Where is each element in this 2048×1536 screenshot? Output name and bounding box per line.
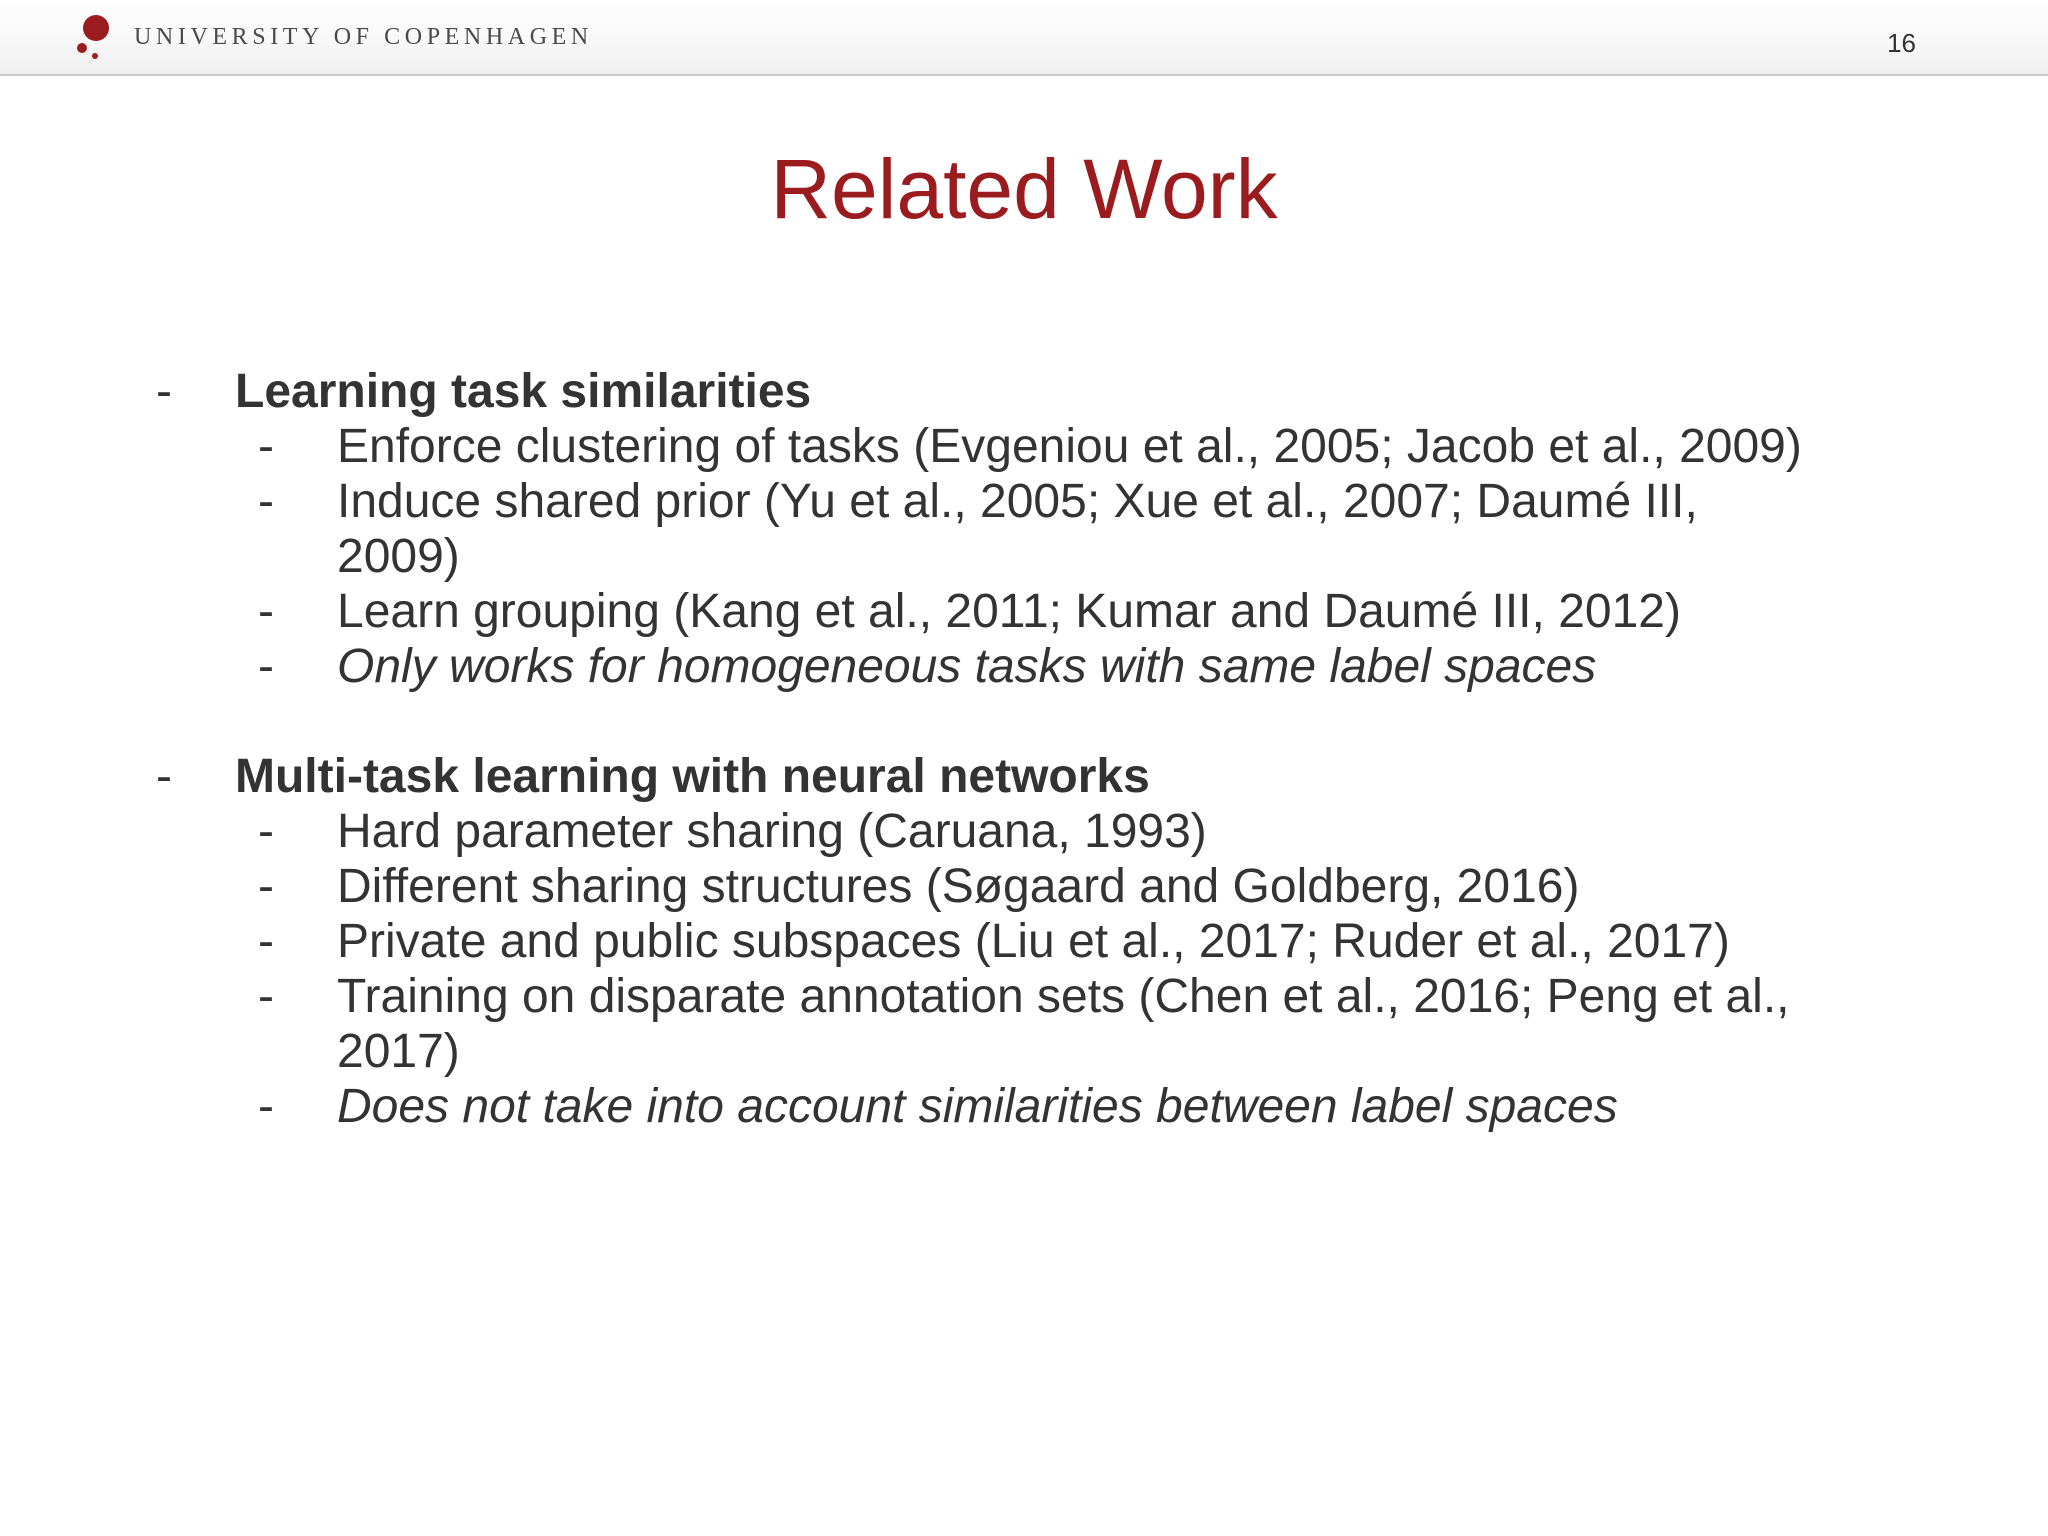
section-heading-text: Learning task similarities [235, 365, 812, 418]
dash-bullet: - [258, 420, 274, 473]
list-item-text: Different sharing structures (Søgaard and Goldberg, 2016) [337, 860, 1580, 913]
university-name: UNIVERSITY OF COPENHAGEN [134, 24, 593, 50]
section-multi-task-learning [0, 749, 2048, 1134]
list-item-text: Learn grouping (Kang et al., 2011; Kumar and Daumé III, 2012) [337, 585, 1681, 638]
dash-bullet: - [258, 475, 274, 528]
dash-bullet: - [258, 915, 274, 968]
dash-bullet: - [156, 365, 172, 418]
dash-bullet: - [258, 1080, 274, 1133]
list-item [0, 969, 2048, 1024]
dash-bullet: - [156, 750, 172, 803]
list-item [0, 1079, 2048, 1134]
university-logo-icon [76, 14, 116, 60]
slide-content [0, 364, 2048, 1189]
list-item-text: Induce shared prior (Yu et al., 2005; Xue et al., 2007; Daumé III, [337, 475, 1698, 528]
slide-title: Related Work [770, 142, 1278, 236]
list-item [0, 639, 2048, 694]
list-item-text: Private and public subspaces (Liu et al., 2017; Ruder et al., 2017) [337, 915, 1730, 968]
list-item [0, 584, 2048, 639]
list-item-continuation [0, 529, 2048, 584]
list-item [0, 914, 2048, 969]
list-item [0, 804, 2048, 859]
dash-bullet: - [258, 860, 274, 913]
list-item-text: 2017) [337, 1025, 460, 1078]
section-heading [0, 749, 2048, 804]
dash-bullet: - [258, 585, 274, 638]
list-item-text: Hard parameter sharing (Caruana, 1993) [337, 805, 1207, 858]
section-learning-task-similarities [0, 364, 2048, 694]
list-item-text: Training on disparate annotation sets (Chen et al., 2016; Peng et al., [337, 970, 1790, 1023]
list-item [0, 859, 2048, 914]
slide-header [0, 0, 2048, 76]
list-item-text: Enforce clustering of tasks (Evgeniou et al., 2005; Jacob et al., 2009) [337, 420, 1802, 473]
page-number: 16 [1887, 28, 1916, 58]
list-item [0, 474, 2048, 529]
dash-bullet: - [258, 970, 274, 1023]
list-item-text: 2009) [337, 530, 460, 583]
dash-bullet: - [258, 640, 274, 693]
list-item-text: Does not take into account similarities between label spaces [337, 1080, 1618, 1133]
section-heading-text: Multi-task learning with neural networks [235, 750, 1150, 803]
dash-bullet: - [258, 805, 274, 858]
list-item [0, 419, 2048, 474]
section-heading [0, 364, 2048, 419]
list-item-text: Only works for homogeneous tasks with same label spaces [337, 640, 1597, 693]
list-item-continuation [0, 1024, 2048, 1079]
